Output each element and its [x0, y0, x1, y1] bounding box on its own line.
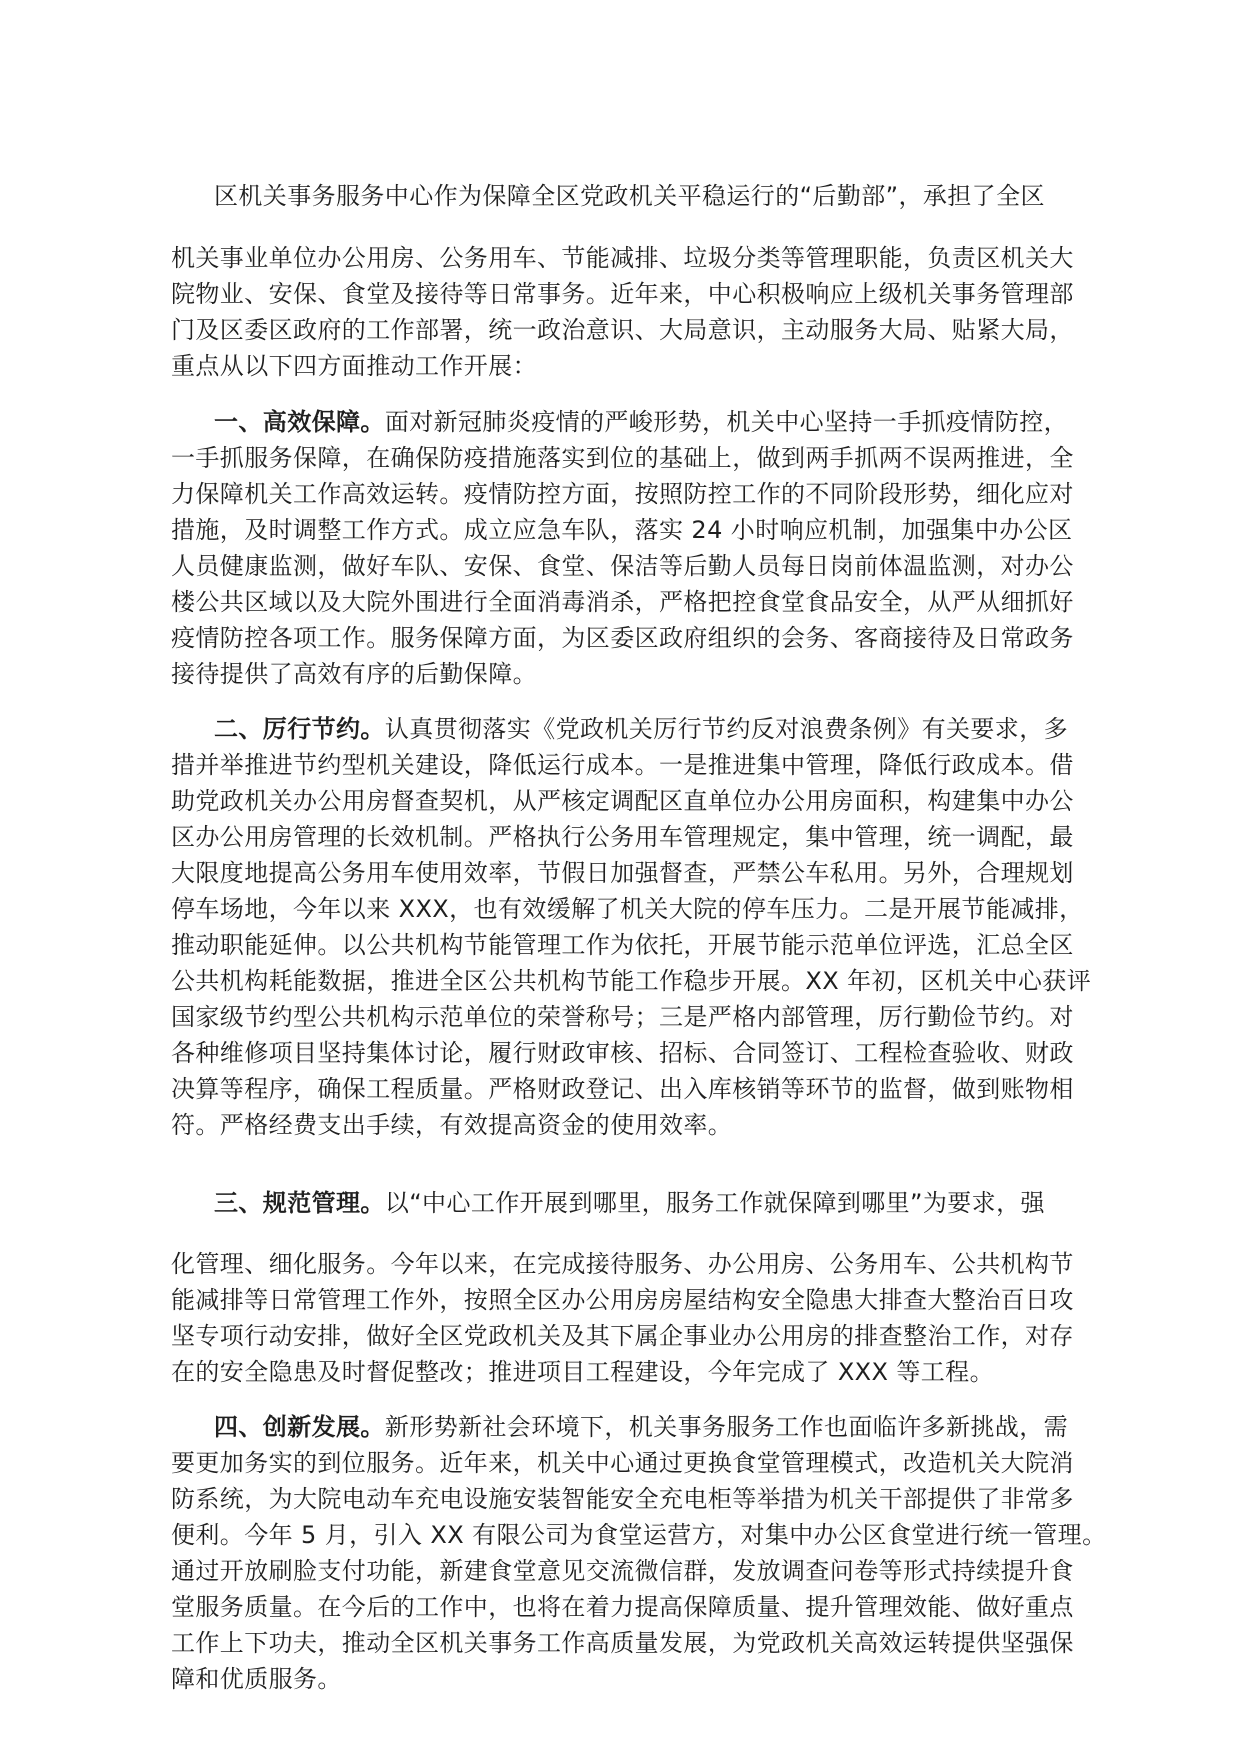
intro-line: 区机关事务服务中心作为保障全区党政机关平稳运行的“后勤部”，承担了全区 — [214, 182, 1045, 210]
intro-line: 重点从以下四方面推动工作开展： — [171, 352, 537, 380]
intro-line: 院物业、安保、食堂及接待等日常事务。近年来，中心积极响应上级机关事务管理部 — [171, 280, 1074, 308]
section-line: 人员健康监测，做好车队、安保、食堂、保洁等后勤人员每日岗前体温监测，对办公 — [171, 552, 1074, 580]
section-text: 新形势新社会环境下，机关事务服务工作也面临许多新挑战，需 — [384, 1413, 1069, 1441]
section-heading: 二、厉行节约。 — [214, 715, 385, 743]
section-line: 接待提供了高效有序的后勤保障。 — [171, 660, 537, 688]
section-text: 以“中心工作开展到哪里，服务工作就保障到哪里”为要求，强 — [384, 1189, 1045, 1217]
intro-line: 门及区委区政府的工作部署，统一政治意识、大局意识，主动服务大局、贴紧大局， — [171, 316, 1074, 344]
section-line: 决算等程序，确保工程质量。严格财政登记、出入库核销等环节的监督，做到账物相 — [171, 1075, 1074, 1103]
section-first-line — [214, 711, 1114, 747]
section-first-line — [214, 404, 1114, 440]
section-line: 停车场地，今年以来 XXX，也有效缓解了机关大院的停车压力。二是开展节能减排， — [171, 895, 1084, 923]
section-line: 化管理、细化服务。今年以来，在完成接待服务、办公用房、公务用车、公共机构节 — [171, 1250, 1074, 1278]
section-line: 措施，及时调整工作方式。成立应急车队，落实 24 小时响应机制，加强集中办公区 — [171, 516, 1073, 544]
section-line: 能减排等日常管理工作外，按照全区办公用房房屋结构安全隐患大排查大整治百日攻 — [171, 1286, 1074, 1314]
section-line: 在的安全隐患及时督促整改；推进项目工程建设，今年完成了 XXX 等工程。 — [171, 1358, 994, 1386]
section-line: 各种维修项目坚持集体讨论，履行财政审核、招标、合同签订、工程检查验收、财政 — [171, 1039, 1074, 1067]
section-line: 区办公用房管理的长效机制。严格执行公务用车管理规定，集中管理，统一调配，最 — [171, 823, 1074, 851]
intro-line: 机关事业单位办公用房、公务用车、节能减排、垃圾分类等管理职能，负责区机关大 — [171, 244, 1074, 272]
section-line: 便利。今年 5 月，引入 XX 有限公司为食堂运营方，对集中办公区食堂进行统一管理。 — [171, 1521, 1107, 1549]
section-line: 符。严格经费支出手续，有效提高资金的使用效率。 — [171, 1111, 733, 1139]
section-line: 楼公共区域以及大院外围进行全面消毒消杀，严格把控食堂食品安全，从严从细抓好 — [171, 588, 1074, 616]
section-line: 国家级节约型公共机构示范单位的荣誉称号；三是严格内部管理，厉行勤俭节约。对 — [171, 1003, 1074, 1031]
section-heading: 一、高效保障。 — [214, 408, 385, 436]
section-heading: 四、创新发展。 — [214, 1413, 385, 1441]
section-line: 措并举推进节约型机关建设，降低运行成本。一是推进集中管理，降低行政成本。借 — [171, 751, 1074, 779]
section-first-line — [214, 1185, 1114, 1221]
section-line: 助党政机关办公用房督查契机，从严核定调配区直单位办公用房面积，构建集中办公 — [171, 787, 1074, 815]
section-line: 通过开放刷脸支付功能，新建食堂意见交流微信群，发放调查问卷等形式持续提升食 — [171, 1557, 1074, 1585]
section-line: 工作上下功夫，推动全区机关事务工作高质量发展，为党政机关高效运转提供坚强保 — [171, 1629, 1074, 1657]
section-line: 障和优质服务。 — [171, 1665, 342, 1693]
section-text: 面对新冠肺炎疫情的严峻形势，机关中心坚持一手抓疫情防控， — [384, 408, 1069, 436]
section-line: 要更加务实的到位服务。近年来，机关中心通过更换食堂管理模式，改造机关大院消 — [171, 1449, 1074, 1477]
section-heading: 三、规范管理。 — [214, 1189, 385, 1217]
section-first-line — [214, 1409, 1114, 1445]
section-line: 大限度地提高公务用车使用效率，节假日加强督查，严禁公车私用。另外，合理规划 — [171, 859, 1074, 887]
section-line: 力保障机关工作高效运转。疫情防控方面，按照防控工作的不同阶段形势，细化应对 — [171, 480, 1074, 508]
section-line: 疫情防控各项工作。服务保障方面，为区委区政府组织的会务、客商接待及日常政务 — [171, 624, 1074, 652]
section-text: 认真贯彻落实《党政机关厉行节约反对浪费条例》有关要求，多 — [384, 715, 1069, 743]
section-line: 一手抓服务保障，在确保防疫措施落实到位的基础上，做到两手抓两不误两推进，全 — [171, 444, 1074, 472]
section-line: 堂服务质量。在今后的工作中，也将在着力提高保障质量、提升管理效能、做好重点 — [171, 1593, 1074, 1621]
section-line: 推动职能延伸。以公共机构节能管理工作为依托，开展节能示范单位评选，汇总全区 — [171, 931, 1074, 959]
section-line: 防系统，为大院电动车充电设施安装智能安全充电柜等举措为机关干部提供了非常多 — [171, 1485, 1074, 1513]
section-line: 坚专项行动安排，做好全区党政机关及其下属企事业办公用房的排查整治工作，对存 — [171, 1322, 1074, 1350]
section-line: 公共机构耗能数据，推进全区公共机构节能工作稳步开展。XX 年初，区机关中心获评 — [171, 967, 1092, 995]
